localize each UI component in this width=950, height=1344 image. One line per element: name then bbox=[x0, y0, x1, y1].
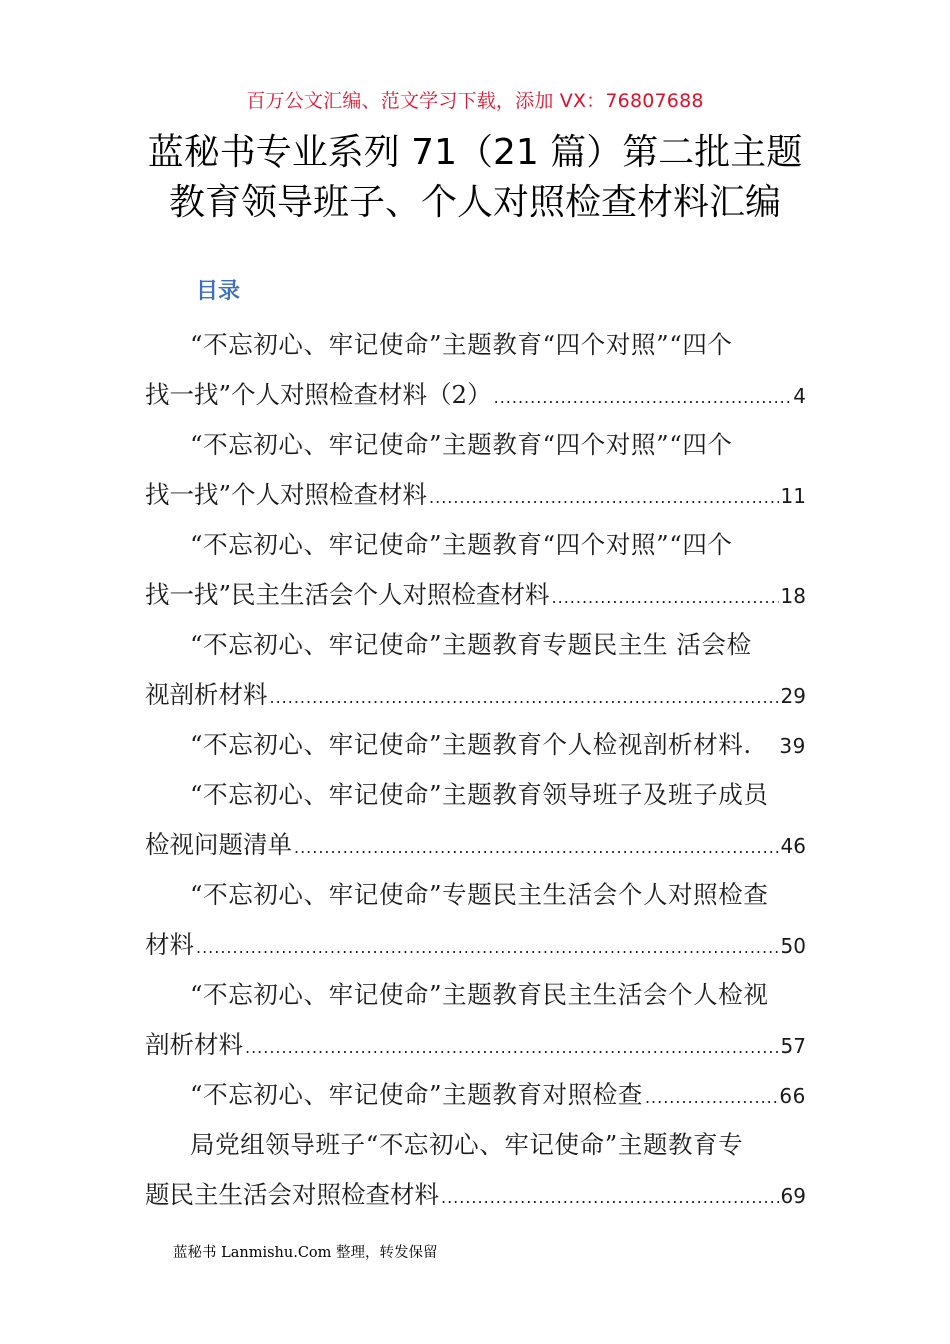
leader-dots bbox=[441, 1173, 779, 1220]
toc-heading: 目录 bbox=[196, 279, 241, 304]
toc-entry-title-end bbox=[145, 470, 806, 520]
toc-entry[interactable] bbox=[145, 320, 806, 420]
toc-entry-title-end bbox=[145, 720, 806, 770]
toc-entry-title-start: “不忘初心、牢记使命”主题教育“四个对照”“四个 bbox=[190, 530, 733, 559]
toc-entry-title-end bbox=[145, 1070, 806, 1120]
toc-entry[interactable] bbox=[145, 970, 806, 1070]
document-title bbox=[0, 128, 950, 228]
toc-entry-title-end bbox=[145, 920, 806, 970]
toc-entry-text: 找一找”个人对照检查材料（2） bbox=[145, 380, 492, 409]
toc-page-number: 57 bbox=[780, 1034, 806, 1058]
toc-page-number: 69 bbox=[780, 1184, 806, 1208]
toc-entry-text: 找一找”民主生活会个人对照检查材料 bbox=[145, 580, 550, 609]
leader-dots bbox=[552, 573, 779, 620]
leader-dots bbox=[196, 923, 779, 970]
toc-page-number: 29 bbox=[780, 684, 806, 708]
toc-entry-text: 找一找”个人对照检查材料 bbox=[145, 480, 428, 509]
table-of-contents bbox=[145, 320, 806, 1220]
toc-entry-title-end bbox=[145, 1170, 806, 1220]
toc-entry[interactable] bbox=[145, 870, 806, 970]
toc-page-number: 4 bbox=[793, 384, 806, 408]
toc-entry-title-start: 局党组领导班子“不忘初心、牢记使命”主题教育专 bbox=[190, 1130, 744, 1159]
toc-entry-text: 材料 bbox=[145, 930, 194, 959]
toc-page-number: 18 bbox=[780, 584, 806, 608]
footer-prefix: 蓝秘书 bbox=[173, 1245, 222, 1261]
toc-entry[interactable] bbox=[145, 770, 806, 870]
toc-entry[interactable] bbox=[145, 420, 806, 520]
toc-entry-title-end bbox=[145, 570, 806, 620]
leader-dots bbox=[494, 373, 792, 420]
title-line-2: 教育领导班子、个人对照检查材料汇编 bbox=[168, 182, 781, 223]
toc-entry-title-start: “不忘初心、牢记使命”主题教育民主生活会个人检视 bbox=[190, 980, 769, 1009]
toc-entry-text: 剖析材料 bbox=[145, 1030, 243, 1059]
toc-entry-text: “不忘初心、牢记使命”主题教育对照检查 bbox=[190, 1080, 643, 1109]
toc-entry-title-start: “不忘初心、牢记使命”专题民主生活会个人对照检查 bbox=[190, 880, 769, 909]
download-banner: 百万公文汇编、范文学习下载，添加 VX：76807688 bbox=[246, 90, 704, 112]
leader-dots bbox=[245, 1023, 779, 1070]
page-footer bbox=[173, 1241, 438, 1262]
toc-page-number: 50 bbox=[780, 934, 806, 958]
toc-entry-title-start: “不忘初心、牢记使命”主题教育专题民主生 活会检 bbox=[190, 630, 752, 659]
leader-dots bbox=[645, 1073, 777, 1120]
footer-brand: Lanmishu.Com bbox=[221, 1245, 332, 1261]
toc-page-number: 39 bbox=[779, 734, 806, 758]
toc-entry[interactable] bbox=[145, 620, 806, 720]
toc-page-number: 66 bbox=[779, 1084, 806, 1108]
toc-entry-title-end bbox=[145, 1020, 806, 1070]
toc-entry[interactable] bbox=[145, 520, 806, 620]
title-line-1: 蓝秘书专业系列 71（21 篇）第二批主题 bbox=[147, 132, 803, 173]
toc-entry-title-start: “不忘初心、牢记使命”主题教育“四个对照”“四个 bbox=[190, 330, 733, 359]
toc-entry[interactable] bbox=[145, 1120, 806, 1220]
toc-entry-title-end bbox=[145, 820, 806, 870]
toc-entry-title-end bbox=[145, 370, 806, 420]
toc-entry-title-end bbox=[145, 670, 806, 720]
toc-entry-title-start: “不忘初心、牢记使命”主题教育领导班子及班子成员 bbox=[190, 780, 769, 809]
footer-suffix: 整理，转发保留 bbox=[331, 1245, 438, 1261]
leader-dots bbox=[294, 823, 779, 870]
toc-entry-text: 视剖析材料 bbox=[145, 680, 268, 709]
leader-dots bbox=[429, 473, 779, 520]
toc-page-number: 11 bbox=[780, 484, 806, 508]
toc-entry-text: 题民主生活会对照检查材料 bbox=[145, 1180, 439, 1209]
toc-entry-title-start: “不忘初心、牢记使命”主题教育“四个对照”“四个 bbox=[190, 430, 733, 459]
toc-entry-text: “不忘初心、牢记使命”主题教育个人检视剖析材料. bbox=[190, 730, 752, 759]
toc-entry[interactable] bbox=[145, 1070, 806, 1120]
toc-page-number: 46 bbox=[780, 834, 806, 858]
toc-entry-text: 检视问题清单 bbox=[145, 830, 292, 859]
leader-dots bbox=[270, 673, 779, 720]
toc-entry[interactable] bbox=[145, 720, 806, 770]
